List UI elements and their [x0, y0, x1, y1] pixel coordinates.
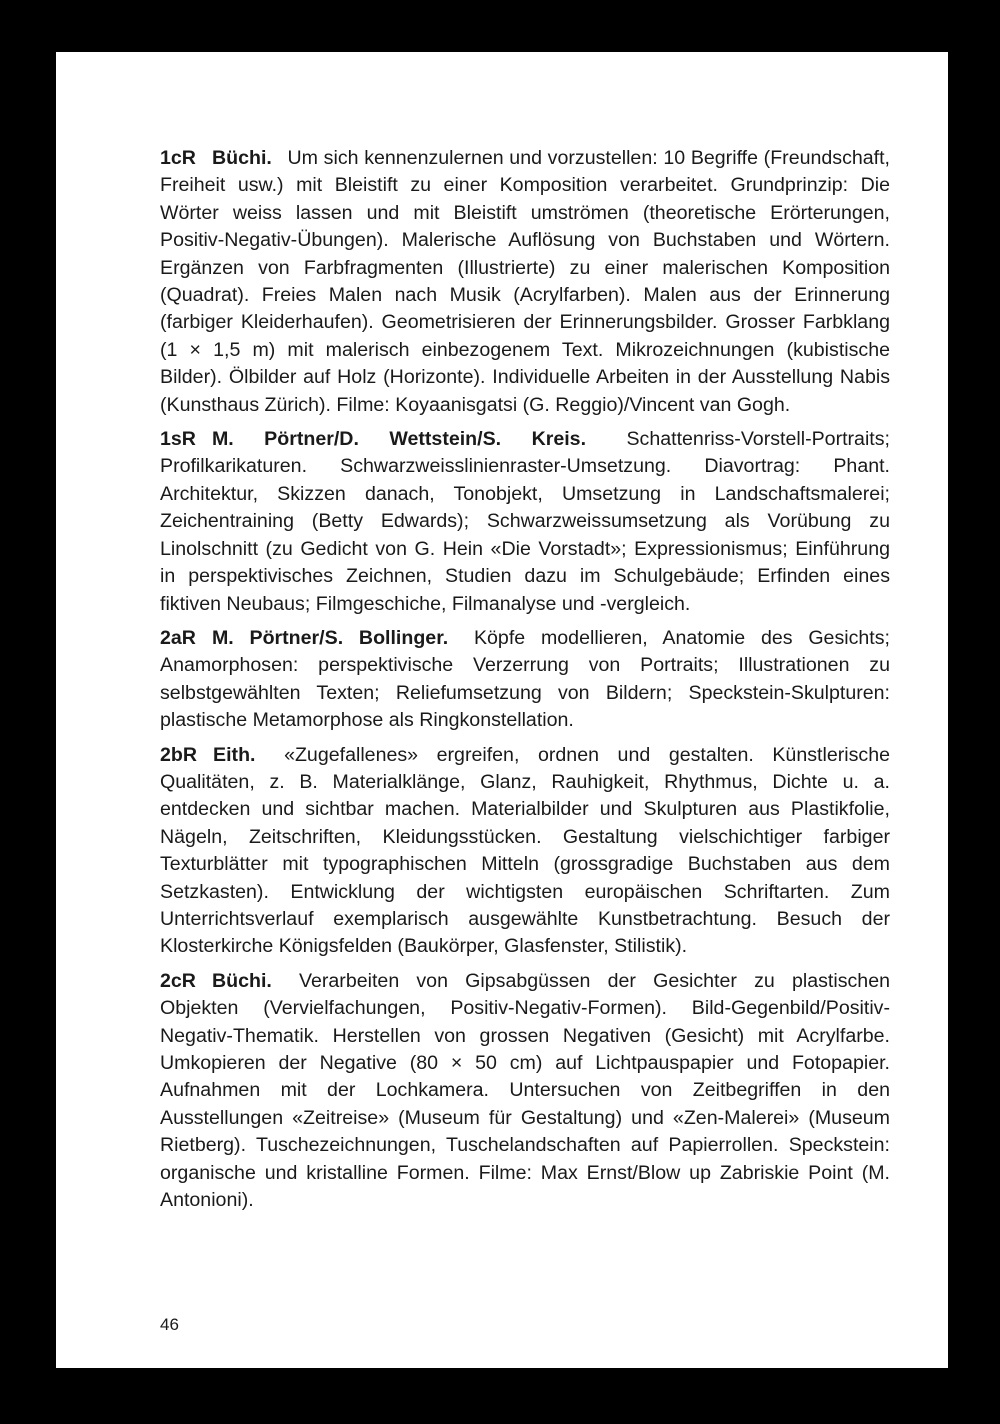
class-code: 2aR — [160, 626, 196, 649]
teacher-name: M. Pörtner/D. Wettstein/S. Kreis. — [211, 428, 587, 451]
document-page — [56, 52, 948, 1368]
entry-description: Verarbeiten von Gipsabgüssen der Gesichter zu plastischen Objekten (Vervielfachungen, Positiv-Negativ-Formen). Bild-Gegenbild/Positiv-Negativ-Thematik. Herstellen von grossen Negativen (Gesicht) mit Acrylfarbe. Umkopieren der Negative (80 × 50 cm) auf Lichtpauspapier und Fotopapier. Aufnahmen mit der Lochkamera. Untersuchen von Zeitbegriffen in den Ausstellungen «Zeitreise» (Museum für Gestaltung) und «Zen-Malerei» (Museum Rietberg). Tuschezeichnungen, Tuschelandschaften auf Papierrollen. Speckstein: organische und kristalline Formen. Filme: Max Ernst/Blow up Zabriskie Point (M. Antonioni). — [160, 969, 890, 1212]
class-entry-2bR — [160, 742, 890, 961]
page-number: 46 — [160, 1315, 179, 1334]
class-code: 1sR — [160, 428, 196, 451]
teacher-name: Eith. — [213, 743, 256, 766]
page-body — [160, 145, 890, 1221]
class-code: 1cR — [160, 147, 196, 169]
class-entry-2aR — [160, 625, 890, 735]
teacher-name: Büchi. — [211, 147, 272, 169]
class-code: 2cR — [160, 969, 196, 992]
class-entry-2cR — [160, 968, 890, 1215]
class-code: 2bR — [160, 743, 198, 766]
class-entry-1cR — [160, 145, 890, 419]
entry-description: Schattenriss-Vorstell-Portraits; Profilkarikaturen. Schwarzweisslinienraster-Umsetzung. Diavortrag: Phant. Architektur, Skizzen danach, Tonobjekt, Umsetzung in Landschaftsmalerei; Zeichentraining (Betty Edwards); Schwarzweissumsetzung als Vorübung zu Linolschnitt (zu Gedicht von G. Hein «Die Vorstadt»; Expressionismus; Einführung in perspektivisches Zeichnen, Studien dazu im Schulgebäude; Erfinden eines fiktiven Neubaus; Filmgeschiche, Filmanalyse und -vergleich. — [160, 428, 890, 615]
class-entry-1sR — [160, 426, 890, 618]
entry-description: «Zugefallenes» ergreifen, ordnen und gestalten. Künstlerische Qualitäten, z. B. Materialklänge, Glanz, Rauhigkeit, Rhythmus, Dichte u. a. entdecken und sichtbar machen. Materialbilder und Skulpturen aus Plastikfolie, Nägeln, Zeitschriften, Kleidungsstücken. Gestaltung vielschichtiger farbiger Texturblätter mit typographischen Mitteln (grossgradige Buchstaben aus dem Setzkasten). Entwicklung der wichtigsten europäischen Schriftarten. Zum Unterrichtsverlauf exemplarisch ausgewählte Kunstbetrachtung. Besuch der Klosterkirche Königsfelden (Baukörper, Glasfenster, Stilistik). — [160, 743, 890, 958]
entry-description: Köpfe modellieren, Anatomie des Gesichts; Anamorphosen: perspektivische Verzerrung von Portraits; Illustrationen zu selbstgewählten Texten; Reliefumsetzung von Bildern; Speckstein-Skulpturen: plastische Metamorphose als Ringkonstellation. — [160, 626, 890, 732]
entry-description: Um sich kennenzulernen und vorzustellen: 10 Begriffe (Freundschaft, Freiheit usw.) mit Bleistift zu einer Komposition verarbeitet. Grundprinzip: Die Wörter weiss lassen und mit Bleistift umströmen (theoretische Erörterungen, Positiv-Negativ-Übungen). Malerische Auflösung von Buchstaben und Wörtern. Ergänzen von Farbfragmenten (Illustrierte) zu einer malerischen Komposition (Quadrat). Freies Malen nach Musik (Acrylfarben). Malen aus der Erinnerung (farbiger Kleiderhaufen). Geometrisieren der Erinnerungsbilder. Grosser Farbklang (1 × 1,5 m) mit malerisch einbezogenem Text. Mikrozeichnungen (kubistische Bilder). Ölbilder auf Holz (Horizonte). Individuelle Arbeiten in der Ausstellung Nabis (Kunsthaus Zürich). Filme: Koyaanisgatsi (G. Reggio)/Vincent van Gogh. — [160, 147, 890, 416]
teacher-name: M. Pörtner/S. Bollinger. — [211, 626, 449, 649]
teacher-name: Büchi. — [211, 969, 272, 992]
